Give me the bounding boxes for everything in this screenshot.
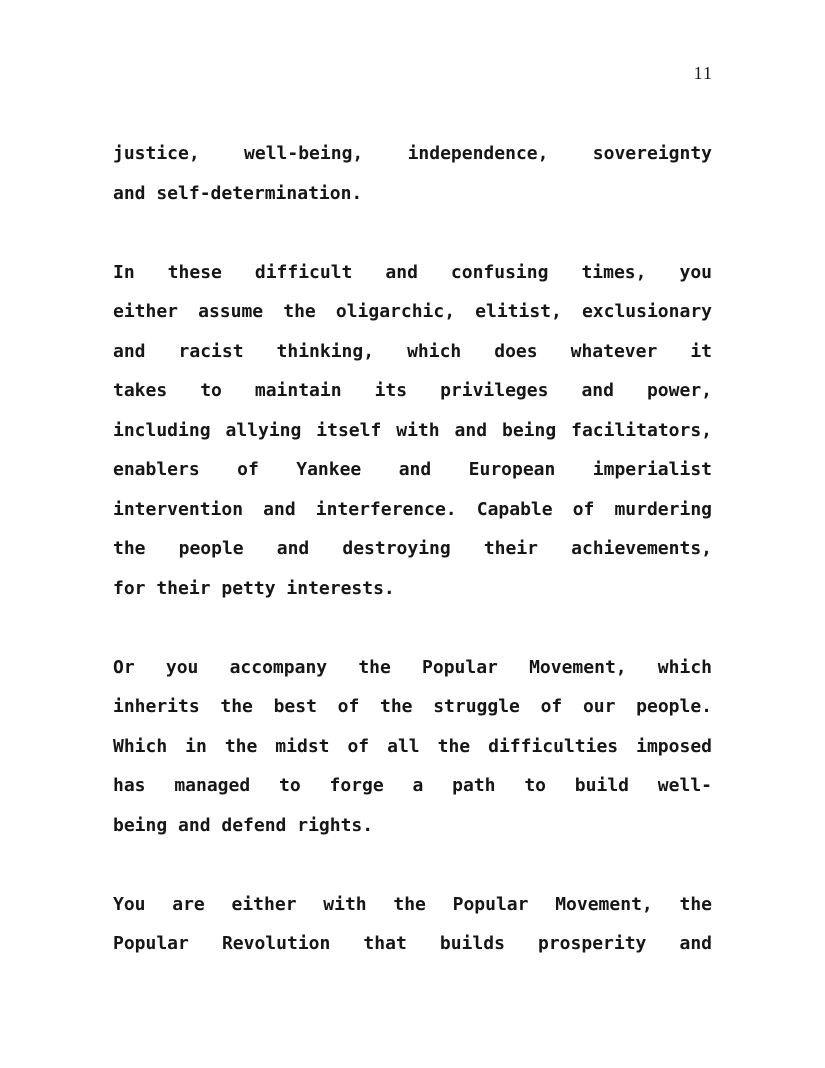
document-body (113, 134, 712, 964)
text-line: either assume the oligarchic, elitist, exclusionary (113, 301, 712, 322)
paragraph (113, 648, 712, 846)
paragraph (113, 134, 712, 213)
paragraph (113, 885, 712, 964)
text-line: and racist thinking, which does whatever it (113, 340, 712, 362)
text-line: inherits the best of the struggle of our people. (113, 696, 712, 717)
page-number: 11 (693, 63, 713, 83)
text-line: and self-determination. (113, 182, 363, 204)
text-line: In these difficult and confusing times, you (113, 261, 712, 283)
text-line: justice, well-being, independence, sovereignty (113, 143, 712, 164)
text-line: Which in the midst of all the difficulties imposed (113, 735, 712, 757)
text-line: Or you accompany the Popular Movement, which (113, 656, 712, 678)
text-line: the people and destroying their achievements, (113, 538, 712, 559)
text-line: takes to maintain its privileges and power, (113, 380, 712, 401)
text-line: including allying itself with and being facilitators, (113, 419, 712, 441)
text-line: intervention and interference. Capable of murdering (113, 498, 712, 520)
text-line: being and defend rights. (113, 814, 374, 836)
text-line: enablers of Yankee and European imperialist (113, 459, 712, 480)
text-line: has managed to forge a path to build well- (113, 775, 712, 796)
paragraph (113, 253, 712, 609)
text-line: You are either with the Popular Movement, the (113, 893, 712, 915)
text-line: for their petty interests. (113, 577, 395, 599)
text-line: Popular Revolution that builds prosperity and (113, 933, 712, 954)
